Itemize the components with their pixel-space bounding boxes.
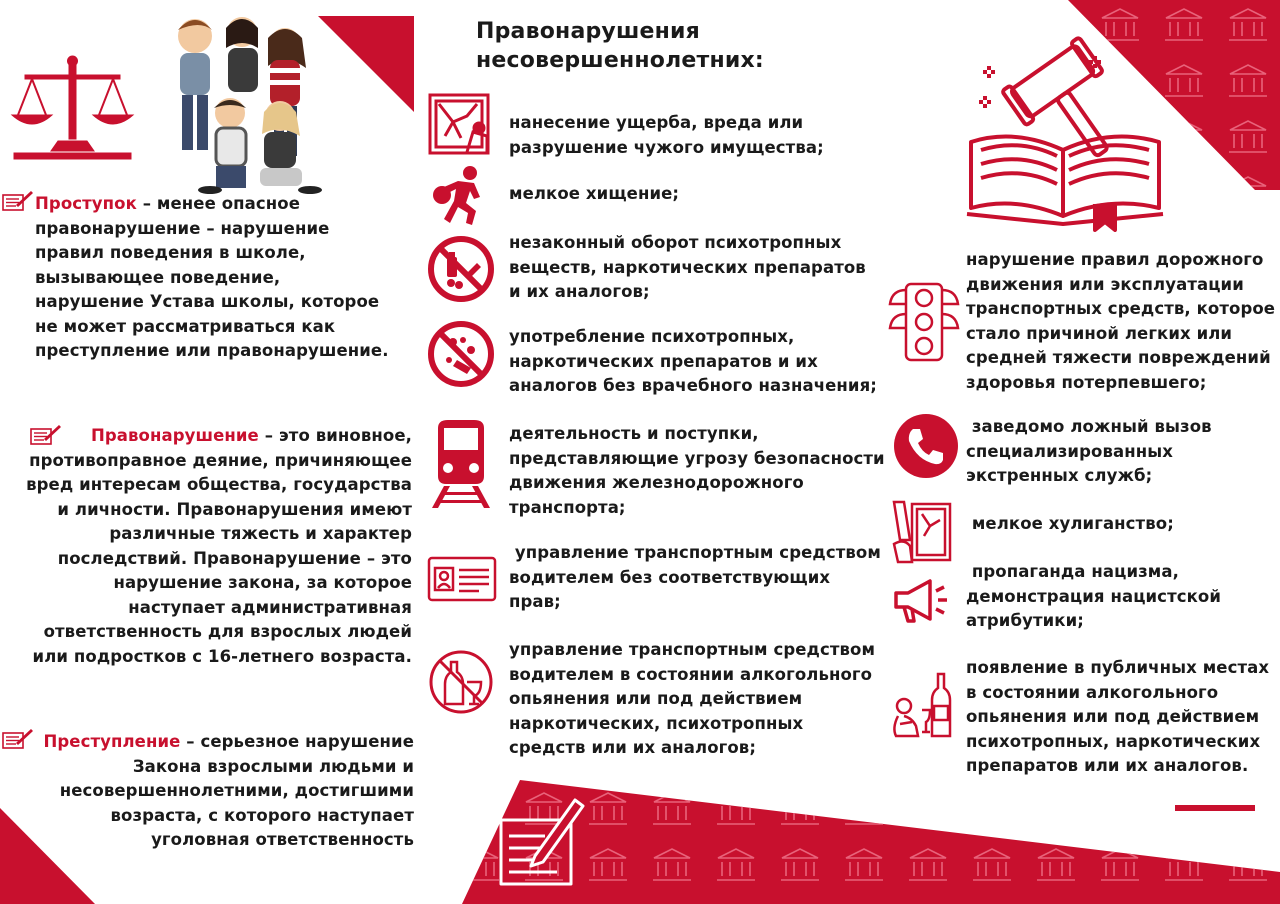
pen-paper-icon xyxy=(495,792,587,888)
middle-item-7: управление транспортным средством водителем в состоянии алкогольного опьянения или под действием наркотических, психотропных средств или их аналогов; xyxy=(509,640,876,757)
teenagers-illustration xyxy=(150,8,325,198)
title-line-2: несовершеннолетних: xyxy=(476,48,764,73)
right-item-3: мелкое хулиганство; xyxy=(966,514,1174,533)
page-title xyxy=(476,17,764,75)
megaphone-icon xyxy=(890,575,950,625)
train-icon xyxy=(430,418,492,510)
term-misconduct: Проступок xyxy=(35,194,137,213)
accent-bar xyxy=(1175,805,1255,811)
broken-window-icon xyxy=(427,92,493,158)
term-crime: Преступление xyxy=(43,732,181,751)
phone-icon xyxy=(893,413,959,479)
no-drugs-trafficking-icon xyxy=(427,235,495,303)
note-pen-icon xyxy=(2,189,34,211)
title-line-1: Правонарушения xyxy=(476,19,701,44)
no-alcohol-icon xyxy=(427,648,495,716)
right-item-2: заведомо ложный вызов специализированных экстренных служб; xyxy=(966,417,1212,485)
right-item-5: появление в публичных местах в состоянии алкогольного опьянения или под действием психотропных, наркотических препаратов или их аналогов. xyxy=(966,658,1270,775)
definition-offense: Правонарушение – это виновное, противоправное деяние, причиняющее вред интересам общества, государства и личности. Правонарушения имеют различные тяжесть и характер последствий. Правонарушение – это нарушение закона, за которое наступает административная ответственность для взрослых людей или подростков с 16-летнего возраста. xyxy=(26,426,412,666)
middle-item-3: незаконный оборот психотропных веществ, наркотических препаратов и их аналогов; xyxy=(509,233,866,301)
definition-misconduct: Проступок – менее опасное правонарушение – нарушение правил поведения в школе, вызывающее поведение, нарушение Устава школы, которое не может рассматриваться как преступление или правонарушение. xyxy=(35,194,389,360)
no-drug-use-icon xyxy=(427,320,495,388)
right-item-4: пропаганда нацизма, демонстрация нацистской атрибутики; xyxy=(966,562,1222,630)
middle-item-2: мелкое хищение; xyxy=(509,184,680,203)
middle-item-5: деятельность и поступки, представляющие угрозу безопасности движения железнодорожного транспорта; xyxy=(509,424,885,517)
running-thief-icon xyxy=(428,165,494,227)
middle-item-4: употребление психотропных, наркотических препаратов и их аналогов без врачебного назначения; xyxy=(509,327,877,395)
drunk-person-icon xyxy=(888,672,954,740)
gavel-book-icon xyxy=(965,32,1165,232)
vandalism-icon xyxy=(890,500,954,566)
right-item-1: нарушение правил дорожного движения или эксплуатации транспортных средств, которое стало причиной легких или средней тяжести повреждений здоровья потерпевшего; xyxy=(966,250,1276,392)
scales-icon xyxy=(10,55,135,163)
driver-license-icon xyxy=(427,556,497,602)
corner-triangle-top-mid xyxy=(318,16,414,112)
definition-crime: Преступление – серьезное нарушение Закона взрослыми людьми и несовершеннолетними, достигшими возраста, с которого наступает уголовная ответственность xyxy=(43,732,414,849)
traffic-light-icon xyxy=(886,280,962,364)
term-offense: Правонарушение xyxy=(90,426,259,445)
middle-item-1: нанесение ущерба, вреда или разрушение чужого имущества; xyxy=(509,113,824,157)
middle-item-6: управление транспортным средством водителем без соответствующих прав; xyxy=(509,543,881,611)
